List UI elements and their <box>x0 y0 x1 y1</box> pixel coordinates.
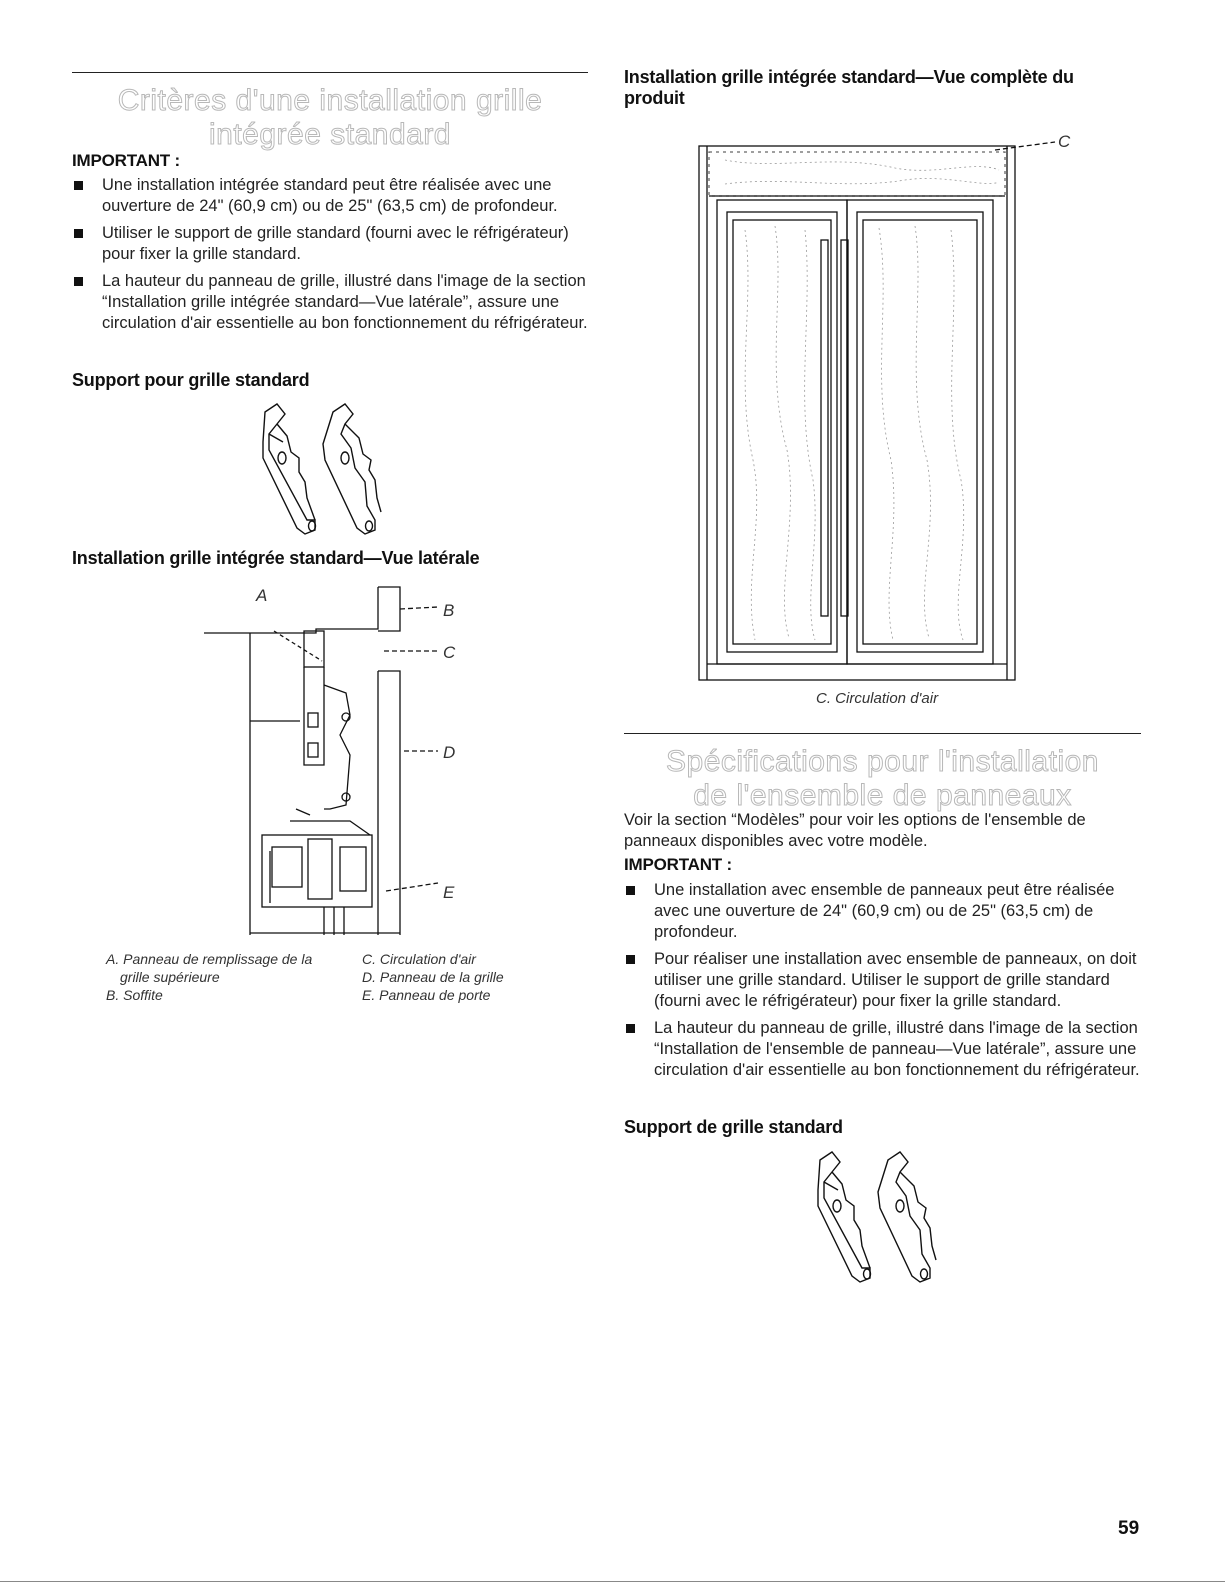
caption-e: E. Panneau de porte <box>362 987 491 1003</box>
list-item <box>72 223 588 265</box>
grille-bracket-illustration <box>255 402 405 537</box>
full-view-heading-line2: produit <box>624 88 685 108</box>
right-bullet-list <box>624 880 1141 1087</box>
bottom-edge-rule <box>0 1581 1225 1582</box>
left-section-title-line2: intégrée standard <box>209 118 451 151</box>
caption-c: C. Circulation d'air <box>362 951 476 967</box>
full-product-view-diagram <box>695 140 1025 685</box>
caption-a-cont: grille supérieure <box>120 969 220 985</box>
caption-d: D. Panneau de la grille <box>362 969 504 985</box>
left-section-title-line1: Critères d'une installation grille <box>117 84 543 117</box>
bullet-square-icon <box>74 277 83 286</box>
side-caption-col2 <box>362 950 562 1004</box>
bracket-right-icon <box>323 404 381 534</box>
list-item <box>624 880 1141 943</box>
side-label-d: D <box>443 743 456 762</box>
bullet-text: Une installation avec ensemble de panneaux peut être réalisée avec une ouverture de 24" (60,9 cm) ou de 25" (63,5 cm) de profondeur. <box>654 881 1115 941</box>
bullet-text: La hauteur du panneau de grille, illustré dans l'image de la section “Installation de l'ensemble de panneau—Vue latérale”, assure une circulation d'air essentielle au bon fonctionnement du réfrigérateur. <box>654 1019 1140 1079</box>
right-section-title <box>624 745 1141 813</box>
side-view-heading: Installation grille intégrée standard—Vue latérale <box>72 548 480 568</box>
page-number: 59 <box>1118 1518 1140 1539</box>
side-label-e: E <box>443 883 455 902</box>
full-view-caption: C. Circulation d'air <box>816 690 939 707</box>
bullet-text: Utiliser le support de grille standard (fourni avec le réfrigérateur) pour fixer la grille standard. <box>102 224 569 263</box>
grille-bracket-illustration-right <box>810 1150 960 1285</box>
list-item <box>624 949 1141 1012</box>
full-view-heading <box>624 67 1144 109</box>
list-item <box>72 271 588 334</box>
bracket-left-icon <box>263 404 316 534</box>
full-view-label-c: C <box>1058 132 1071 151</box>
left-important-label: IMPORTANT : <box>72 151 180 170</box>
left-bullet-list <box>72 175 588 340</box>
bullet-text: Une installation intégrée standard peut être réalisée avec une ouverture de 24" (60,9 cm) ou de 25" (63,5 cm) de profondeur. <box>102 176 558 215</box>
bracket-left-icon <box>818 1152 871 1282</box>
side-caption-col1 <box>106 950 356 1004</box>
caption-b: B. Soffite <box>106 987 163 1003</box>
right-intro-text: Voir la section “Modèles” pour voir les options de l'ensemble de panneaux disponibles avec votre modèle. <box>624 811 1086 850</box>
left-support-heading: Support pour grille standard <box>72 370 310 390</box>
bullet-square-icon <box>626 886 635 895</box>
left-top-rule <box>72 72 588 73</box>
right-section-rule <box>624 733 1141 734</box>
bullet-text: Pour réaliser une installation avec ensemble de panneaux, on doit utiliser une grille standard. Utiliser le support de grille standard (fourni avec le réfrigérateur) pour fixer la grille standard. <box>654 950 1137 1010</box>
side-label-a: A <box>256 586 268 605</box>
bullet-text: La hauteur du panneau de grille, illustré dans l'image de la section “Installation grille intégrée standard—Vue latérale”, assure une circulation d'air essentielle au bon fonctionnement du réfrigérateur. <box>102 272 588 332</box>
list-item <box>624 1018 1141 1081</box>
left-section-title <box>72 84 588 152</box>
list-item <box>72 175 588 217</box>
right-important-label: IMPORTANT : <box>624 855 732 874</box>
full-view-heading-line1: Installation grille intégrée standard—Vue complète du <box>624 67 1074 87</box>
bullet-square-icon <box>626 1024 635 1033</box>
bullet-square-icon <box>74 181 83 190</box>
bullet-square-icon <box>74 229 83 238</box>
right-section-title-line1: Spécifications pour l'installation <box>666 745 1099 778</box>
bracket-right-icon <box>878 1152 936 1282</box>
right-support-heading: Support de grille standard <box>624 1117 843 1137</box>
side-label-c: C <box>443 643 456 662</box>
right-section-title-line2: de l'ensemble de panneaux <box>693 779 1072 812</box>
caption-a: A. Panneau de remplissage de la <box>106 951 313 967</box>
side-view-diagram <box>200 585 480 940</box>
side-label-b: B <box>443 601 455 620</box>
bullet-square-icon <box>626 955 635 964</box>
